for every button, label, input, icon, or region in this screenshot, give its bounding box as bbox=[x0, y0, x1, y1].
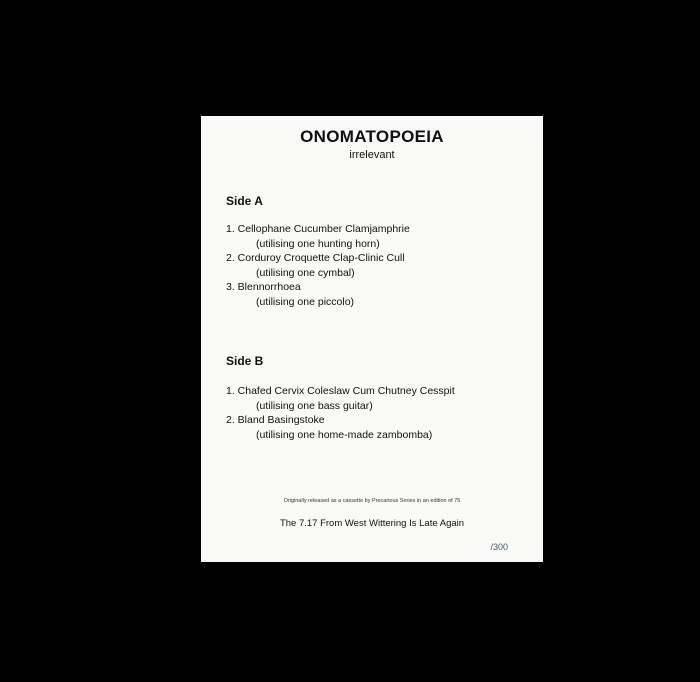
track-title: 3. Blennorrhoea bbox=[226, 281, 301, 293]
track-item bbox=[226, 280, 536, 309]
release-tagline: The 7.17 From West Wittering Is Late Again bbox=[279, 518, 465, 529]
cassette-insert-card bbox=[201, 116, 543, 562]
track-title: 2. Corduroy Croquette Clap-Clinic Cull bbox=[226, 252, 405, 264]
track-instrument-note: (utilising one piccolo) bbox=[256, 295, 355, 308]
track-title: 1. Cellophane Cucumber Clamjamphrie bbox=[226, 223, 410, 235]
track-instrument-note: (utilising one cymbal) bbox=[256, 266, 355, 279]
track-item bbox=[226, 222, 536, 251]
track-instrument-note: (utilising one hunting horn) bbox=[256, 237, 380, 250]
side-a-heading: Side A bbox=[226, 194, 263, 208]
track-item bbox=[226, 384, 536, 413]
track-item bbox=[226, 251, 536, 280]
side-b-heading: Side B bbox=[226, 354, 264, 368]
track-title: 2. Bland Basingstoke bbox=[226, 414, 325, 426]
track-title: 1. Chafed Cervix Coleslaw Cum Chutney Cesspit bbox=[226, 385, 455, 397]
artist-name: irrelevant bbox=[349, 149, 395, 161]
track-item bbox=[226, 413, 536, 442]
side-b-track-list bbox=[226, 384, 536, 442]
track-instrument-note: (utilising one home-made zambomba) bbox=[256, 428, 433, 441]
release-credits: Originally released as a cassette by Precarious Series in an edition of 75 bbox=[283, 498, 461, 504]
edition-number: /300 bbox=[490, 542, 508, 552]
side-a-track-list bbox=[226, 222, 536, 309]
track-instrument-note: (utilising one bass guitar) bbox=[256, 399, 373, 412]
release-title: ONOMATOPOEIA bbox=[300, 127, 444, 146]
